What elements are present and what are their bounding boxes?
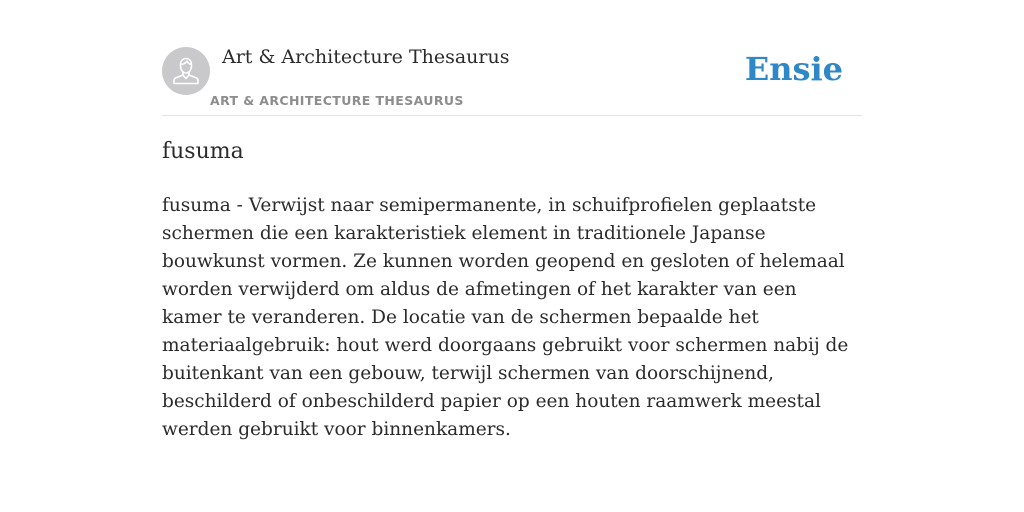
avatar[interactable] — [162, 47, 210, 95]
entry-header — [162, 40, 862, 116]
source-label[interactable]: ART & ARCHITECTURE THESAURUS — [210, 93, 464, 108]
author-name[interactable]: Art & Architecture Thesaurus — [222, 46, 510, 68]
term-title: fusuma — [162, 139, 244, 164]
definition-text: fusuma - Verwijst naar semipermanente, in schuifprofielen geplaatste schermen die een karakteristiek element in traditionele Japanse bouwkunst vormen. Ze kunnen worden geopend en gesloten of helemaal worden verwijderd om aldus de afmetingen of het karakter van een kamer te veranderen. De locatie van de schermen bepaalde het materiaalgebruik: hout werd doorgaans gebruikt voor schermen nabij de buitenkant van een gebouw, terwijl schermen van doorschijnend, beschilderd of onbeschilderd papier op een houten raamwerk meestal werden gebruikt voor binnenkamers. — [162, 195, 849, 440]
brand-logo[interactable]: Ensie — [744, 50, 843, 88]
user-silhouette-icon — [172, 56, 200, 86]
